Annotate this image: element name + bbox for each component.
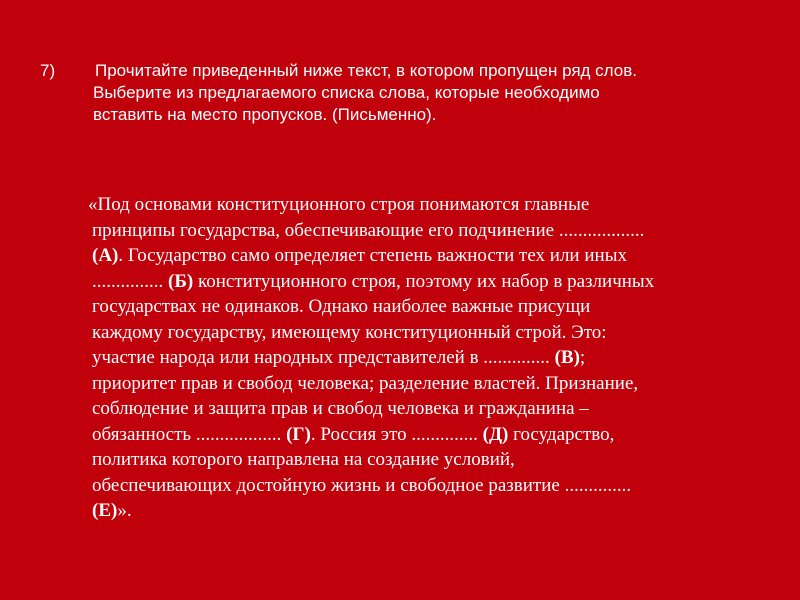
instruction-line: Выберите из предлагаемого списка слова, которые необходимо [93, 83, 600, 102]
passage-line [92, 422, 792, 448]
gap-marker: (В) [554, 347, 580, 368]
passage-line [92, 447, 792, 473]
passage-fragment: ; [579, 347, 586, 368]
passage-fragment: конституционного строя, поэтому их набор в различных [193, 270, 655, 292]
instruction-line: вставить на место пропусков. (Письменно). [93, 105, 437, 124]
passage-fragment: государство, [508, 423, 615, 445]
passage-line [92, 269, 792, 295]
passage-fragment: «Под основами конституционного строя понимаются главные [88, 194, 590, 215]
passage-text [88, 192, 792, 524]
passage-fragment: принципы государства, обеспечивающие его подчинение .................. [92, 219, 645, 241]
passage-line [92, 345, 792, 371]
gap-marker: (Е) [92, 500, 118, 521]
passage-fragment: каждому государству, имеющему конституционный строй. Это: [92, 321, 607, 343]
passage-line [92, 294, 792, 320]
passage-fragment: ............... [92, 270, 168, 292]
passage-line [92, 498, 792, 524]
passage-fragment: соблюдение и защита прав и свобод человека и гражданина – [92, 398, 589, 419]
gap-marker: (Д) [482, 423, 509, 445]
gap-marker: (Б) [168, 270, 194, 292]
passage-fragment: ». [117, 500, 132, 521]
task-number: 7) [40, 61, 56, 80]
passage-fragment: . Россия это .............. [310, 423, 483, 445]
passage-fragment: политика которого направлена на создание условий, [92, 449, 515, 470]
passage-line [92, 473, 792, 499]
gap-marker: (А) [92, 245, 119, 266]
passage-fragment: . Государство само определяет степень важности тех или иных [118, 245, 627, 266]
passage-line [92, 320, 792, 346]
passage-fragment: обеспечивающих достойную жизнь и свободное развитие .............. [92, 474, 632, 496]
passage-fragment: обязанность .................. [92, 423, 287, 445]
task-instruction [93, 60, 793, 126]
passage-fragment: участие народа или народных представителей в .............. [92, 347, 555, 368]
passage-fragment: государствах не одинаков. Однако наиболее важные присущи [92, 296, 591, 317]
passage-fragment: приоритет прав и свобод человека; разделение властей. Признание, [92, 372, 639, 394]
passage-line [92, 371, 792, 397]
instruction-line: Прочитайте приведенный ниже текст, в котором пропущен ряд слов. [95, 61, 637, 80]
passage-line [92, 243, 792, 269]
passage-line [92, 396, 792, 422]
gap-marker: (Г) [286, 423, 311, 445]
passage-line [88, 192, 792, 218]
passage-line [92, 218, 792, 244]
